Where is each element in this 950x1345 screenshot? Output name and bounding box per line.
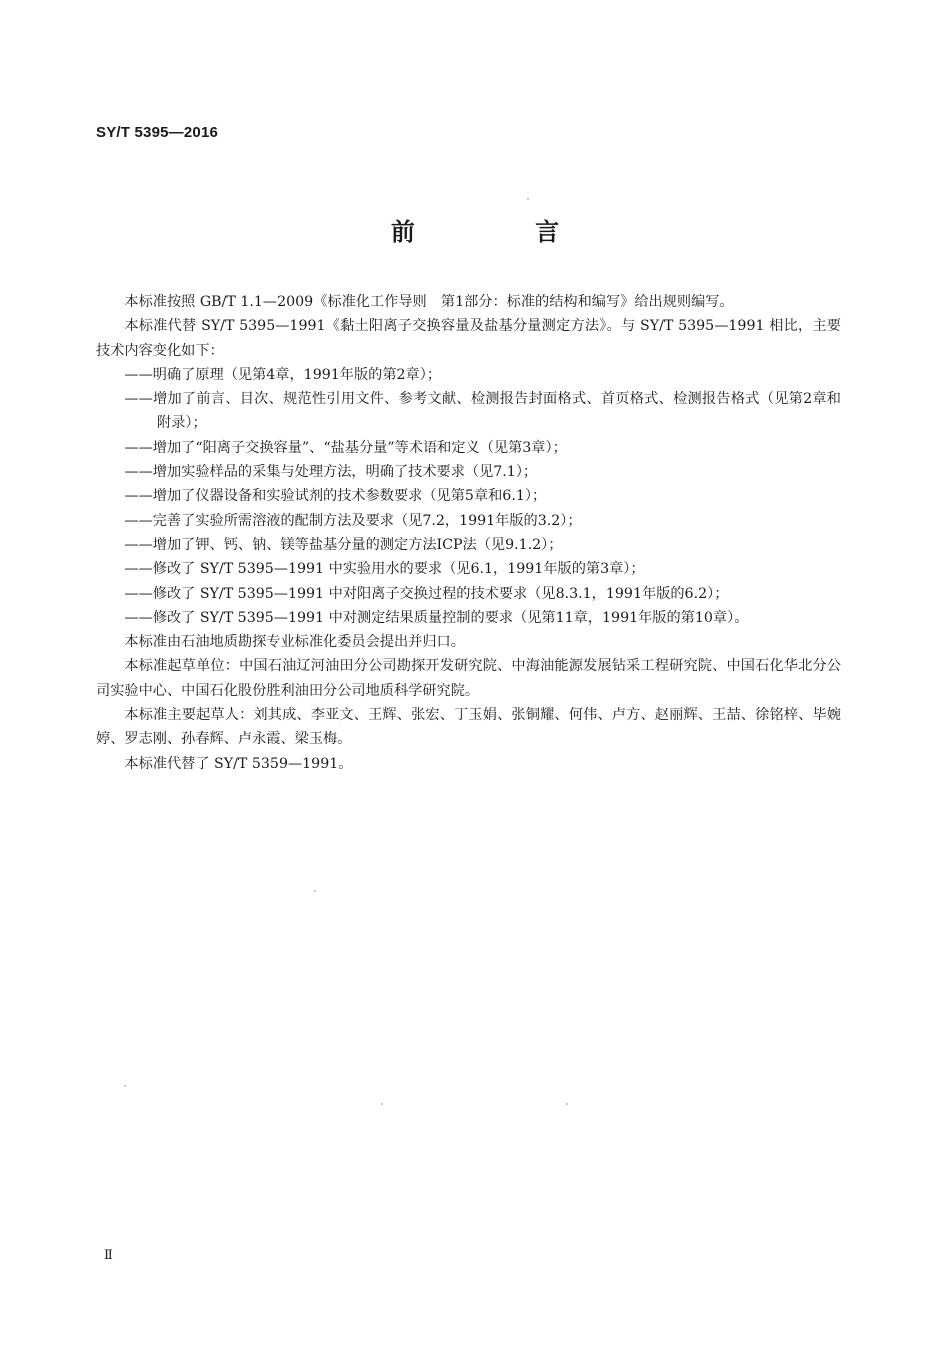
scan-speck (124, 1085, 126, 1087)
page-number: Ⅱ (104, 1248, 113, 1263)
paragraph-drafters: 本标准主要起草人：刘其成、李亚文、王辉、张宏、丁玉娟、张铜耀、何伟、卢方、赵丽辉、王喆、徐铭梓、毕婉婷、罗志刚、孙春辉、卢永霞、梁玉梅。 (96, 707, 841, 748)
change-item: ——修改了 SY/T 5395—1991 中对阳离子交换过程的技术要求（见8.3.1，1991年版的6.2）； (124, 585, 729, 602)
paragraph-replacement: 本标准代替 SY/T 5395—1991《黏土阳离子交换容量及盐基分量测定方法》。与 SY/T 5395—1991 相比，主要技术内容变化如下： (96, 318, 841, 359)
paragraph-drafting-rules: 本标准按照 GB/T 1.1—2009《标准化工作导则 第1部分：标准的结构和编写》给出规则编写。 (124, 294, 734, 310)
scan-speck (527, 198, 529, 200)
change-item: ——增加了“阳离子交换容量”、“盐基分量”等术语和定义（见第3章）； (124, 439, 567, 456)
change-item: ——完善了实验所需溶液的配制方法及要求（见7.2，1991年版的3.2）； (124, 512, 582, 529)
change-item: ——修改了 SY/T 5395—1991 中实验用水的要求（见6.1，1991年版的第3章）； (124, 561, 645, 578)
change-item: ——增加了仪器设备和实验试剂的技术参数要求（见第5章和6.1）； (124, 488, 547, 505)
scan-speck (566, 1103, 568, 1105)
standard-code: SY/T 5395—2016 (96, 124, 219, 141)
scan-speck (314, 890, 316, 892)
foreword-body (96, 290, 841, 776)
paragraph-supersedes: 本标准代替了 SY/T 5359—1991。 (124, 755, 353, 772)
paragraph-proposer: 本标准由石油地质勘探专业标准化委员会提出并归口。 (124, 634, 465, 651)
paragraph-drafting-units: 本标准起草单位：中国石油辽河油田分公司勘探开发研究院、中海油能源发展钻采工程研究院、中国石化华北分公司实验中心、中国石化股份胜利油田分公司地质科学研究院。 (96, 658, 841, 699)
change-item: ——增加了钾、钙、钠、镁等盐基分量的测定方法ICP法（见9.1.2）； (124, 536, 563, 553)
change-item: ——明确了原理（见第4章，1991年版的第2章）； (124, 366, 442, 383)
page-title: 前 言 (390, 218, 616, 246)
scan-speck (381, 1103, 383, 1105)
change-item: ——增加了前言、目次、规范性引用文件、参考文献、检测报告封面格式、首页格式、检测报告格式（见第2章和附录）； (124, 391, 841, 432)
change-item: ——修改了 SY/T 5395—1991 中对测定结果质量控制的要求（见第11章，1991年版的第10章）。 (124, 609, 749, 626)
change-item: ——增加实验样品的采集与处理方法，明确了技术要求（见7.1）； (124, 464, 538, 481)
